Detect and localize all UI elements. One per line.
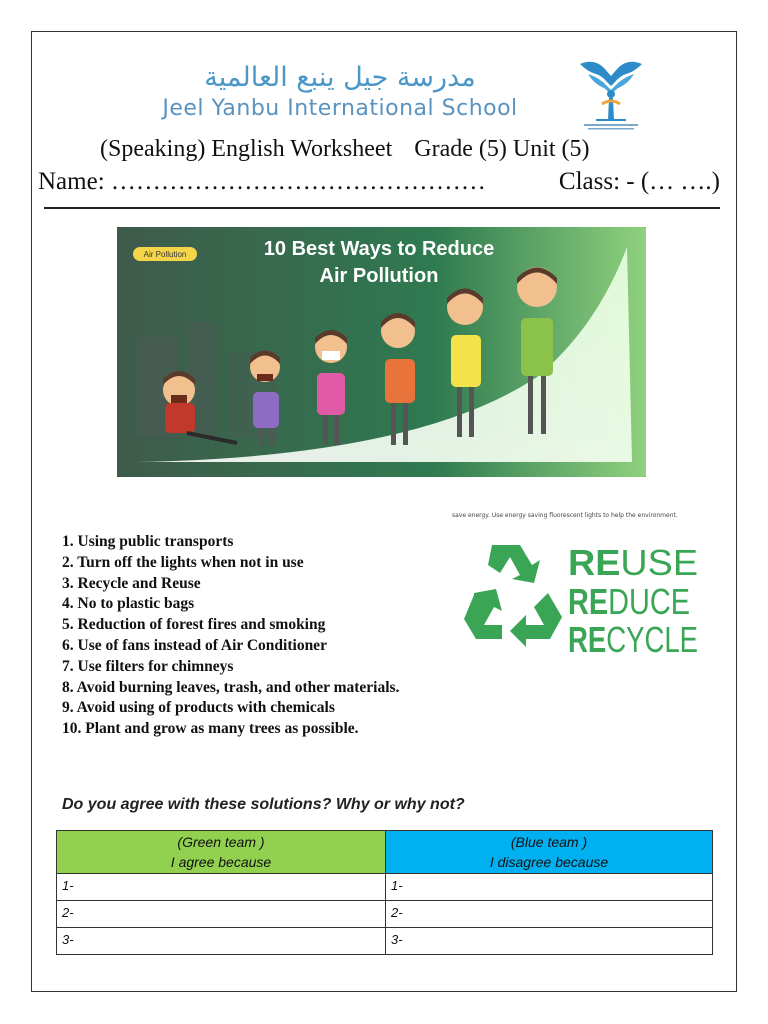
- table-header-row: [57, 831, 713, 874]
- recycle-caption: save energy. Use energy saving fluorescent lights to help the environment.: [452, 512, 678, 519]
- green-team-label: (Green team ): [177, 834, 265, 850]
- green-team-header: [57, 831, 386, 874]
- list-item: 10. Plant and grow as many trees as possible.: [62, 720, 359, 738]
- discussion-question: Do you agree with these solutions? Why or why not?: [62, 796, 465, 813]
- air-pollution-banner: [117, 227, 646, 477]
- reuse-text: REUSE: [568, 542, 695, 583]
- table-row: [57, 901, 713, 928]
- solutions-list: [62, 532, 399, 740]
- list-item: 4. No to plastic bags: [62, 595, 195, 613]
- badge-text: Air Pollution: [143, 250, 187, 259]
- list-item: 1. Using public transports: [62, 533, 234, 550]
- grade-unit: Grade (5) Unit (5): [414, 136, 590, 162]
- class-field[interactable]: Class: - (… ….): [558, 168, 720, 195]
- disagree-cell-3[interactable]: 3-: [386, 928, 713, 955]
- table-row: [57, 874, 713, 901]
- header-divider: [44, 207, 720, 209]
- school-logo: [574, 54, 648, 132]
- agree-cell-3[interactable]: 3-: [57, 928, 386, 955]
- list-item: 5. Reduction of forest fires and smoking: [62, 616, 326, 634]
- agree-cell-1[interactable]: 1-: [57, 874, 386, 901]
- recycle-text: RECYCLE: [568, 619, 727, 660]
- blue-team-sub: I disagree because: [489, 854, 609, 870]
- list-item: 3. Recycle and Reuse: [62, 574, 201, 592]
- green-team-sub: I agree because: [170, 854, 272, 870]
- table-row: [57, 928, 713, 955]
- reduce-text: REDUCE: [568, 581, 711, 622]
- teams-table: [56, 830, 713, 955]
- disagree-cell-1[interactable]: 1-: [386, 874, 713, 901]
- blue-team-label: (Blue team ): [510, 834, 588, 850]
- blue-team-header: [386, 831, 713, 874]
- school-name-arabic: مدرسة جيل ينبع العالمية: [204, 62, 476, 93]
- recycle-icon: [464, 545, 562, 647]
- banner-title-line2: Air Pollution: [319, 265, 439, 287]
- banner-title-line1: 10 Best Ways to Reduce: [263, 238, 495, 260]
- list-item: 9. Avoid using of products with chemicals: [62, 699, 335, 717]
- list-item: 2. Turn off the lights when not in use: [62, 553, 304, 571]
- school-name-english: Jeel Yanbu International School: [162, 96, 518, 121]
- disagree-cell-2[interactable]: 2-: [386, 901, 713, 928]
- name-class-line: [38, 168, 728, 196]
- list-item: 6. Use of fans instead of Air Conditioner: [62, 636, 327, 654]
- worksheet-title: [100, 136, 670, 163]
- worksheet-subject: (Speaking) English Worksheet: [100, 136, 393, 162]
- reuse-reduce-recycle-graphic: [462, 535, 727, 660]
- name-field[interactable]: Name: ………………………………………: [38, 168, 486, 195]
- list-item: 7. Use filters for chimneys: [62, 657, 234, 675]
- agree-cell-2[interactable]: 2-: [57, 901, 386, 928]
- list-item: 8. Avoid burning leaves, trash, and other materials.: [62, 678, 400, 696]
